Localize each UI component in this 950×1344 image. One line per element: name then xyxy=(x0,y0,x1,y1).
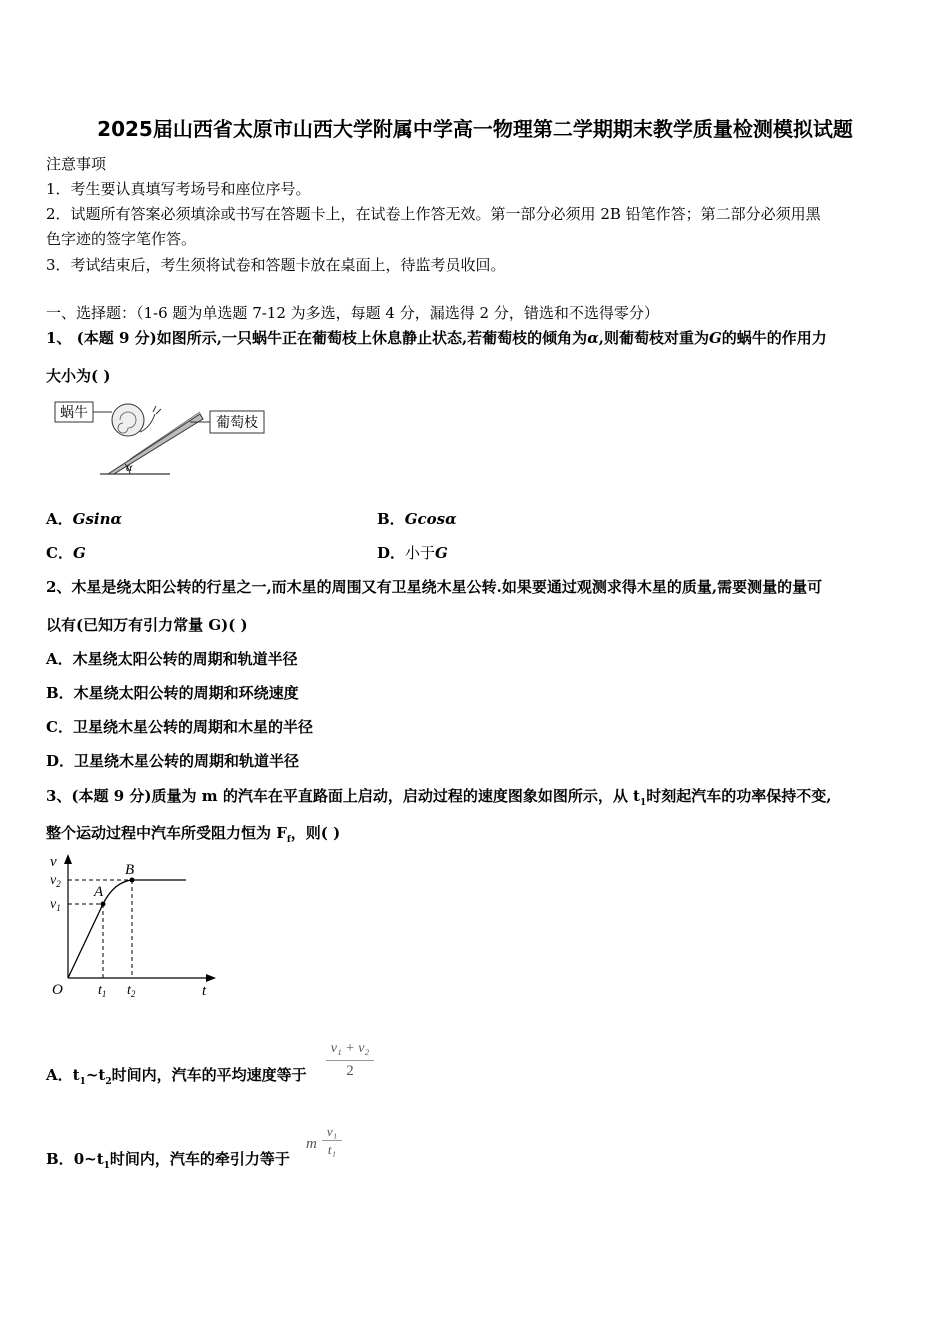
q2-option-c[interactable]: C．卫星绕木星公转的周期和木星的半径 xyxy=(46,718,313,736)
question-2-text: 2、木星是绕太阳公转的行星之一,而木星的周围又有卫星绕木星公转.如果要通过观测求得木星的质量,需要测量的量可 xyxy=(46,578,823,596)
v1-label xyxy=(50,897,61,913)
snail-shell xyxy=(112,404,144,436)
q1-text-part: ,则葡萄枝对重为 xyxy=(598,329,709,347)
v2-sub: 2 xyxy=(56,879,61,889)
q3-sub: 1 xyxy=(639,798,647,808)
q3-text-part: 时刻起汽车的功率保持不变, xyxy=(646,787,832,805)
q1-text-part: 1、 (本题 9 分)如图所示,一只蜗牛正在葡萄枝上休息静止状态,若葡萄枝的倾角为 xyxy=(46,329,588,347)
q1-option-b[interactable] xyxy=(377,508,457,529)
option-text: 时间内，汽车的平均速度等于 xyxy=(111,1066,307,1084)
option-text: 时间内，汽车的牵引力等于 xyxy=(109,1150,290,1168)
question-1-text xyxy=(46,327,827,348)
fraction-denominator: 2 xyxy=(346,1063,354,1079)
option-text: G xyxy=(72,544,86,562)
notice-item: 2．试题所有答案必须填涂或书写在答题卡上，在试卷上作答无效。第一部分必须用 2B 铅笔作答；第二部分必须用黑 xyxy=(46,205,821,223)
option-text: Gsinα xyxy=(72,510,123,528)
v1-main: v xyxy=(50,897,57,912)
angle-label: α xyxy=(126,460,133,474)
v1-sub: 1 xyxy=(56,903,61,913)
t1-sub: 1 xyxy=(101,989,107,999)
velocity-curve xyxy=(68,880,186,978)
option-sub: 2 xyxy=(105,1077,112,1087)
snail-label: 蜗牛 xyxy=(60,405,88,421)
q3-sub: f xyxy=(286,835,291,845)
option-text: 小于 xyxy=(405,544,436,562)
option-key: C． xyxy=(46,544,73,562)
q1-option-c[interactable] xyxy=(46,542,86,563)
point-a-marker xyxy=(101,902,106,907)
t2-sub: 2 xyxy=(130,989,136,999)
option-key: A． xyxy=(46,1066,73,1084)
snail-branch-figure xyxy=(50,392,270,482)
option-sub: 1 xyxy=(79,1077,86,1087)
section-heading: 一、选择题：（1-6 题为单选题 7-12 为多选，每题 4 分，漏选得 2 分，错选和不选得零分） xyxy=(46,304,659,322)
branch-label: 葡萄枝 xyxy=(216,415,258,431)
question-1-text-line2: 大小为( ) xyxy=(46,367,111,385)
option-key: B． xyxy=(377,510,405,528)
point-a-label: A xyxy=(94,884,104,900)
q3-option-a[interactable] xyxy=(46,1064,307,1087)
q1-text-part: 的蜗牛的作用力 xyxy=(721,329,827,347)
option-var: t xyxy=(72,1066,80,1084)
option-var: 0~t xyxy=(73,1150,104,1168)
option-key: A． xyxy=(46,510,73,528)
notice-item: 1．考生要认真填写考场号和座位序号。 xyxy=(46,180,311,198)
option-var: ~t xyxy=(85,1066,106,1084)
question-3-text-line2 xyxy=(46,822,340,845)
option-sub: 1 xyxy=(103,1161,110,1171)
notice-heading: 注意事项 xyxy=(46,155,107,173)
page-title: 2025届山西省太原市山西大学附属中学高一物理第二学期期末教学质量检测模拟试题 xyxy=(97,117,853,141)
t1-label xyxy=(98,983,106,999)
q1-alpha: α xyxy=(587,329,599,347)
t-axis-label: t xyxy=(202,983,207,999)
q1-option-a[interactable] xyxy=(46,508,122,529)
v2-label xyxy=(50,873,61,889)
v-axis-label: v xyxy=(50,854,57,870)
q3-option-b-fraction xyxy=(322,1124,342,1159)
option-key: B． xyxy=(46,1150,74,1168)
q3-option-a-fraction xyxy=(326,1040,374,1081)
question-3-text xyxy=(46,785,831,808)
notice-item: 3．考试结束后，考生须将试卷和答题卡放在桌面上，待监考员收回。 xyxy=(46,256,506,274)
point-b-marker xyxy=(130,878,135,883)
t2-label xyxy=(127,983,136,999)
t-axis-arrow xyxy=(206,974,216,982)
fraction-denominator: t₁ xyxy=(327,1142,337,1157)
option-text: G xyxy=(435,544,448,562)
velocity-time-graph xyxy=(44,850,224,1000)
q2-option-d[interactable]: D．卫星绕木星公转的周期和轨道半径 xyxy=(46,752,300,770)
q3-option-b-m: m xyxy=(306,1136,317,1152)
q2-option-b[interactable]: B．木星绕太阳公转的周期和环绕速度 xyxy=(46,684,299,702)
v-axis-arrow xyxy=(64,854,72,864)
notice-item: 色字迹的签字笔作答。 xyxy=(46,230,197,248)
t2-main: t xyxy=(127,983,131,998)
q3-text-part: 3、(本题 9 分)质量为 m 的汽车在平直路面上启动，启动过程的速度图象如图所示，从 t xyxy=(46,787,640,805)
t1-main: t xyxy=(98,983,102,998)
q1-option-d[interactable] xyxy=(377,542,448,563)
option-text: Gcosα xyxy=(404,510,457,528)
q2-option-a[interactable]: A．木星绕太阳公转的周期和轨道半径 xyxy=(46,650,298,668)
fraction-numerator: v₁ + v₂ xyxy=(330,1041,370,1056)
q3-text-part: 整个运动过程中汽车所受阻力恒为 F xyxy=(46,824,287,842)
q3-option-b[interactable] xyxy=(46,1148,290,1171)
fraction-numerator: v₁ xyxy=(326,1124,338,1139)
question-2-text-line2: 以有(已知万有引力常量 G)( ) xyxy=(46,616,248,634)
q3-text-part: ，则( ) xyxy=(290,824,341,842)
point-b-label: B xyxy=(125,862,135,878)
option-key: D． xyxy=(377,544,406,562)
q1-g: G xyxy=(708,329,722,347)
v2-main: v xyxy=(50,873,57,888)
origin-label: O xyxy=(52,982,63,998)
